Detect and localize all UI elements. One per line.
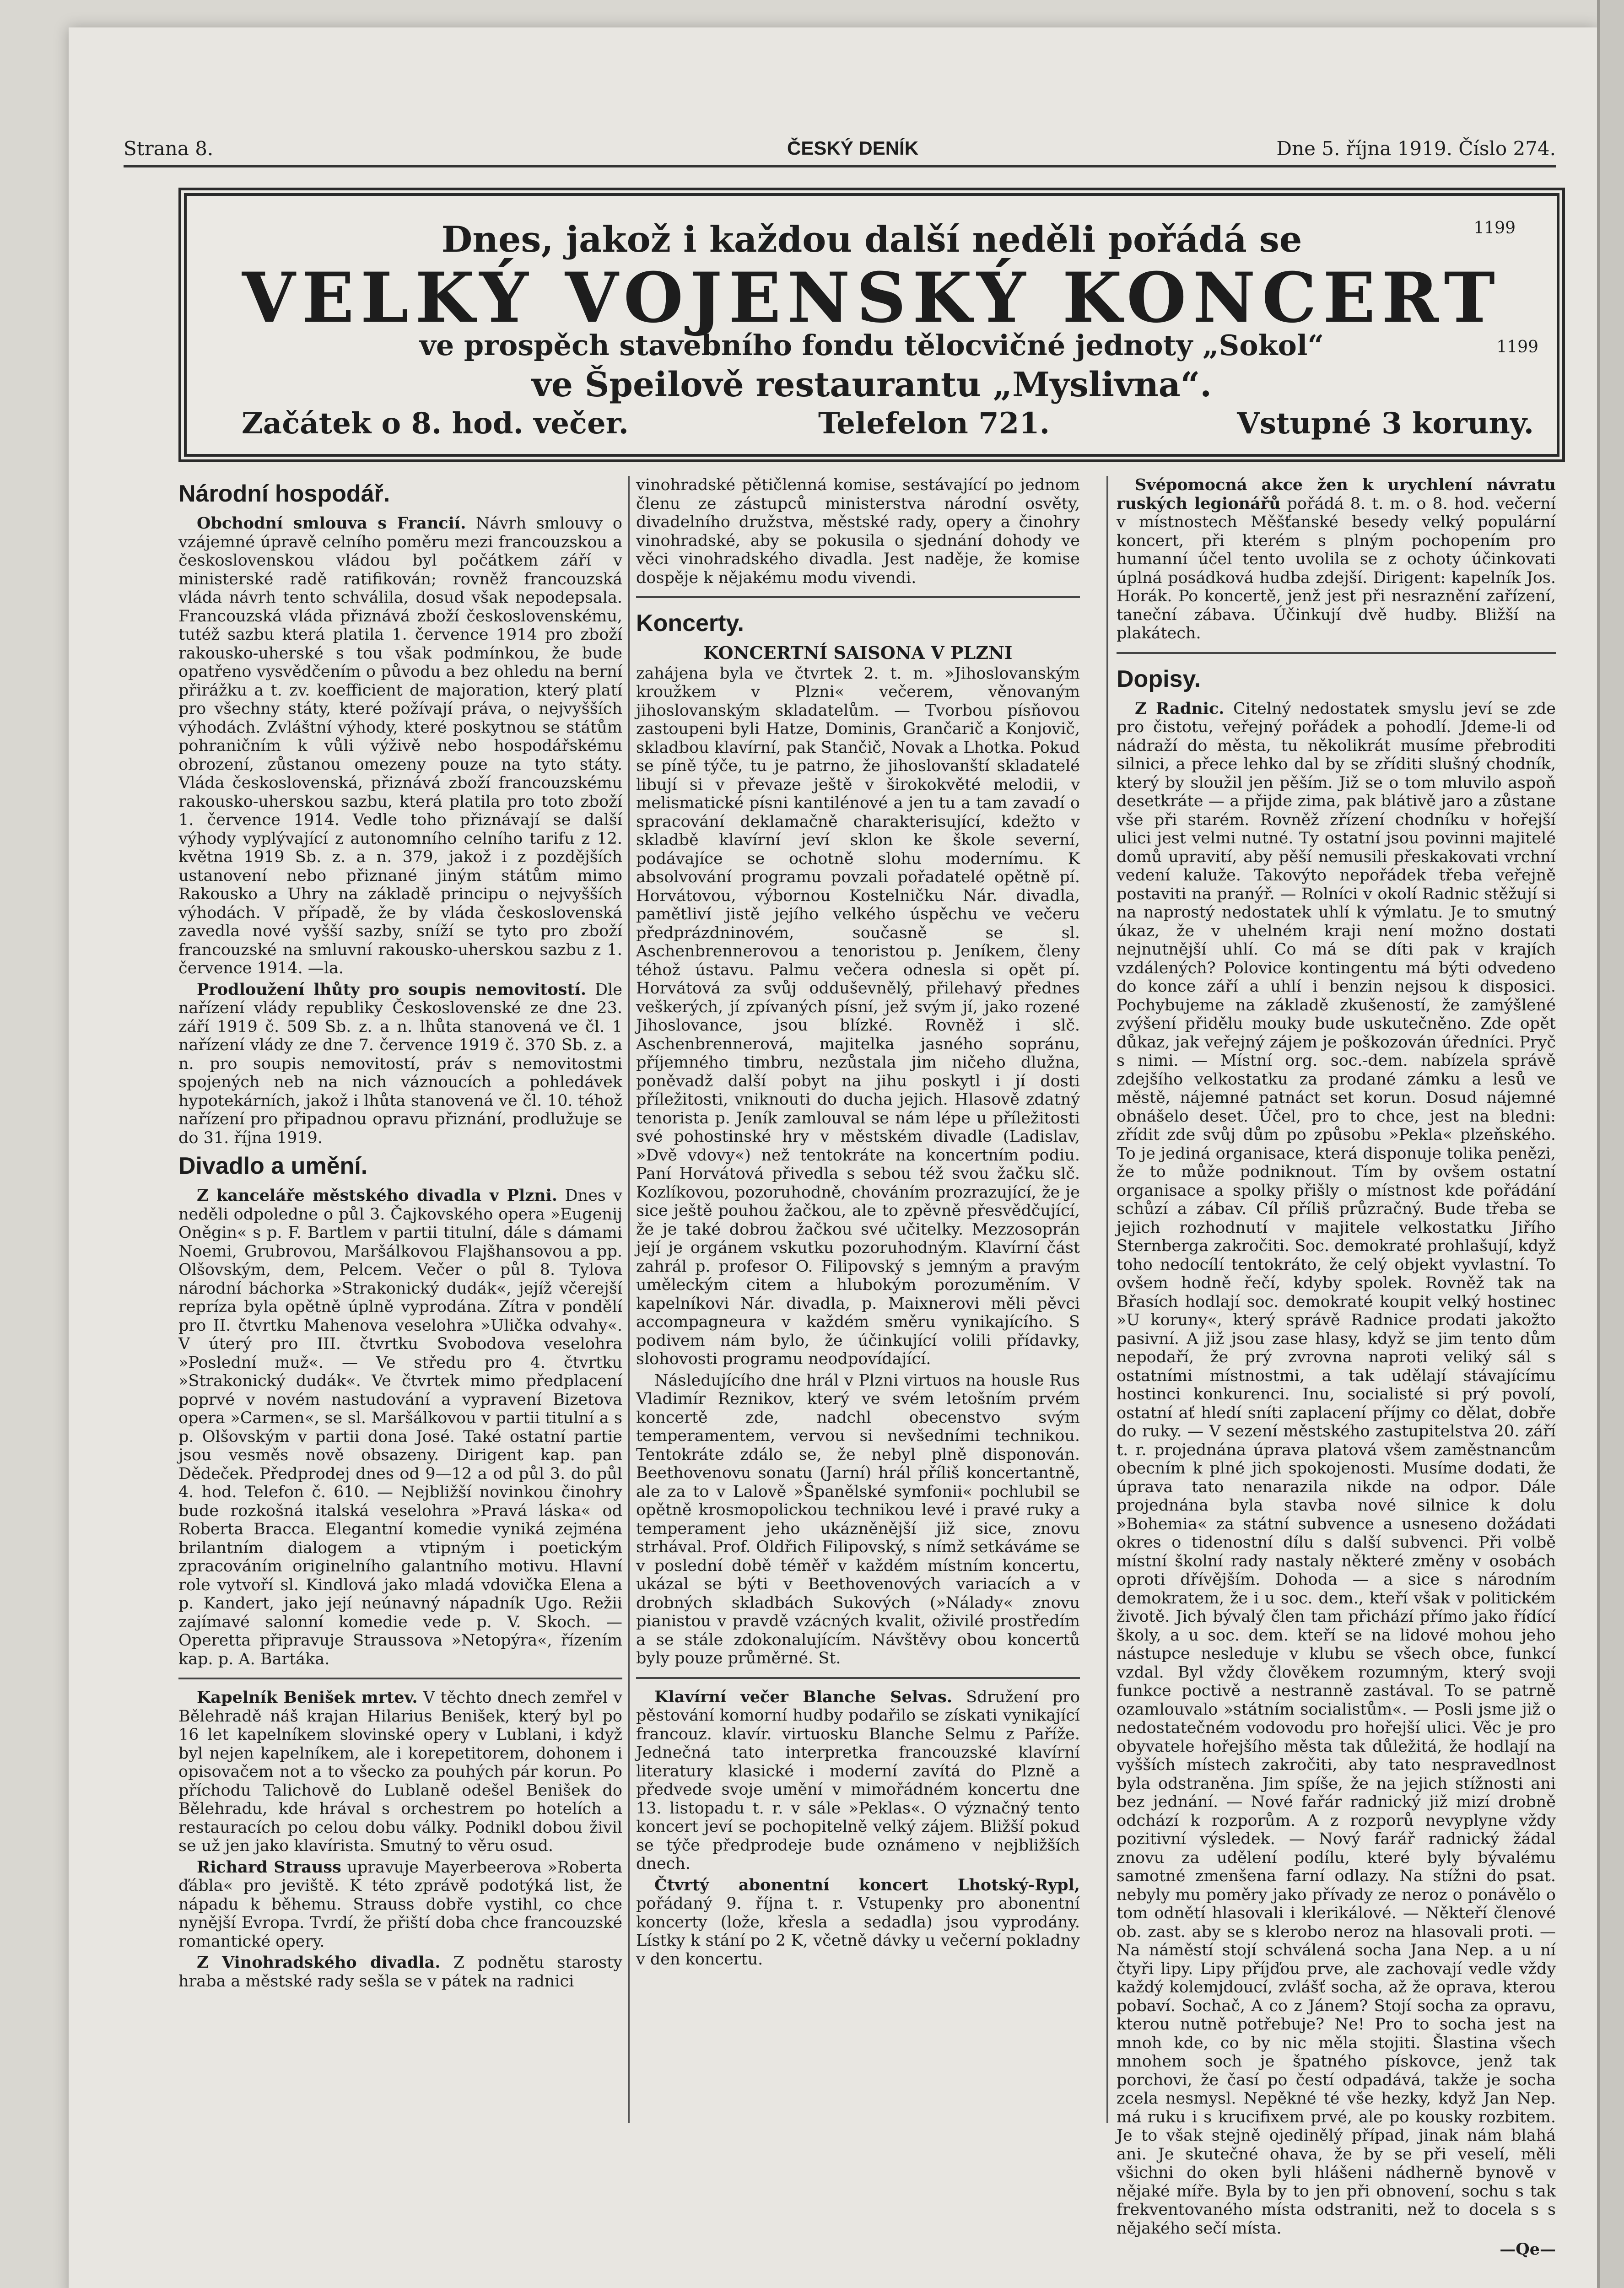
article-title: Čtvrtý abonentní koncert Lhotský-Rypl, [654,1875,1080,1894]
article-title: Prodloužení lhůty pro soupis nemovitostí. [197,980,587,999]
ad-intro: Dnes, jakož i každou další neděli pořádá se [441,219,1302,260]
article-title: Z Radnic. [1135,699,1225,718]
article [178,1858,622,1951]
page-edge [1597,0,1624,2288]
masthead-title: ČESKÝ DENÍK [787,137,919,159]
article-title: Klavírní večer Blanche Selvas. [654,1687,953,1706]
article-text: Následujícího dne hrál v Plzni virtuos na housle Rus Vladimír Reznikov, který ve svém letošním prvém koncertě zde, nadchl obecenstvo svým temperamentem, vervou si nevšedními technikou. Tentokráte zdálo se, že nebyl plně disponován. Beethovenovu sonatu (Jarní) hrál příliš koncertantně, ale za to v Lalově »Španělské symfonii« pochlubil se opětně krosmopolickou technikou levé i pravé ruky a temperament jeho ukázněnější již sice, znovu strhával. Prof. Oldřich Filipovský, s nímž setkáváme se v poslední době téměř v každém místním koncertu, ukázal se býti v Beethovenových variacích a v drobných skladbách Sukových (»Nálady« znovu pianistou v pravdě vzácných kvalit, oživilé prostředím a se stále zdokonalujícím. Návštěvy obou koncertů byly pouze průměrné. St. [636,1371,1080,1667]
article-text: vinohradské pětičlenná komise, sestávající po jednom členu ze zástupců ministerstva národní osvěty, divadelního družstva, městské rady, opery a činohry vinohradské, aby se pokusila o sjednání dohody ve věci vinohradského divadla. Jest naděje, že komise dospěje k nějakému modu vivendi. [636,476,1080,587]
divider [178,1678,622,1679]
article-title: Obchodní smlouva s Francií. [197,514,466,533]
divider [1117,652,1556,654]
article-text: pořádá 8. t. m. o 8. hod. večerní v místnostech Měšťanské besedy velký populární koncert, při kterém s plným pochopením pro humanní účel tento uvolila se z ochoty účinkovati úplná posádková hudba zdejší. Dirigent: kapelník Jos. Horák. Po koncertě, jenž jest při nesraznění zařízení, taneční zábava. Účinkují dvě hudby. Bližší na plakátech. [1117,494,1556,642]
article-text: upravuje Mayerbeerova »Roberta ďábla« pro jeviště. K této zprávě podotýká list, že nápadu k běhemu. Strauss dobře vystihl, co chce nynější Evropa. Tvrdí, že přiští doba chce francouzské romantické opery. [178,1858,622,1951]
article [636,476,1080,587]
ad-purpose: ve prospěch stavebního fondu tělocvičné jednoty „Sokol“ [419,329,1324,362]
article-title: Svépomocná akce žen k urychlení návratu ruských legionářů [1117,475,1556,513]
article-text: Sdružení pro pěstování komorní hudby podařilo se získati vynikající francouz. klavír. virtuosku Blanche Selmu z Paříže. Jednečná tato interpretka francouzské klavírní literatury klasické i moderní zavítá do Plzně a předvede svoje umění v mimořádném koncertu dne 13. listopadu t. r. v sále »Peklas«. O význačný tento koncert jeví se pochopitelně velký zájem. Bližší pokud se týče předprodeje bude oznámeno v nejbližších dnech. [636,1688,1080,1873]
column-1 [178,476,622,1993]
ad-phone: Telefelon 721. [818,406,1050,441]
article [636,1688,1080,1873]
article-subheading: KONCERTNÍ SAISONA V PLZNI [703,642,1013,663]
article-title: Z kanceláře městského divadla v Plzni. [197,1186,557,1205]
column-rule [628,476,630,2123]
article-text: Dle nařízení vlády republiky Československé ze dne 23. září 1919 č. 509 Sb. z. a n. lhůta stanovená ve čl. 1 nařízení vlády ze dne 7. července 1919 č. 370 Sb. z. a n. pro soupis nemovitostí, práv s nemovitostmi spojených neb na nich váznoucích a pohledávek hypotekárních, jakož i lhůta stanovená ve čl. 10. téhož nařízení pro připadnou opravu přiznání, prodlužuje se do 31. října 1919. [178,980,622,1147]
article-text: pořádaný 9. října t. r. Vstupenky pro abonentní koncerty (lože, křesla a sedadla) jsou vyprodány. Lístky k stání po 2 K, včetně dávky u večerní pokladny v den koncertu. [636,1894,1080,1969]
ad-number: 1199 [1496,338,1538,356]
article-text: Návrh smlouvy o vzájemné úpravě celního poměru mezi francouzskou a československou vládou byl počátkem září v ministerské radě ratifikován; rovněž francouzská vláda návrh tento schválila, dosud však nepodepsala. Francouzská vláda přiznává zboží československému, tutéž sazbu která platila 1. července 1914 pro zboží rakousko-uherské s tou však podmínkou, že bude opatřeno vysvědčením o původu a bez ohledu na berní přirážku a t. zv. koefficient de majoration, který platí pro všechny státy, které požívají práva, o nejvyšších výhodách. Zvláštní výhody, které poskytnou se státům pohraničním k vůli výživě nebo hospodářskému obrození, zůstanou omezeny pouze na tyto státy. Vláda československá, přiznává zboží francouzskému rakousko-uherskou sazbu, která platila pro toto zboží 1. července 1914. Vedle toho přiznávají se další výhody vyplývající z autonomního celního tarifu z 12. května 1919 Sb. z. a n. 379, jakož i z pozdějších ustanovení nebo přiznané jiným státům mimo Rakousko a Uhry na základě principu o nejvyšších výhodách. V případě, že by vláda československá zavedla nové vyšší sazby, sníží se tyto pro zboží francouzské na smluvní rakousko-uherskou sazbu z 1. července 1914. —la. [178,514,622,977]
article [636,1371,1080,1668]
article [1117,700,1556,2238]
issue-date: Dne 5. října 1919. Číslo 274. [1276,137,1556,160]
divider [636,596,1080,598]
column-rule [1106,476,1108,2123]
article-text: Dnes v neděli odpoledne o půl 3. Čajkovského opera »Eugenij Oněgin« s p. F. Bartlem v partii titulní, dále s dámami Noemi, Grubrovou, Maršálkovou Flajšhansovou a pp. Olšovským, dem, Pelcem. Večer o půl 8. Tylova národní báchorka »Strakonický dudák«, jejíž včerejší repríza byla opětně úplně vyprodána. Zítra v pondělí pro II. čtvrtku Mahenova veselohra »Ulička odvahy«. V úterý pro III. čtvrtku Svobodova veselohra »Poslední muž«. — Ve středu pro 4. čtvrtku »Strakonický dudák«. Ve čtvrtek mimo předplacení poprvé v novém nastudování a vypravení Bizetova opera »Carmen«, se sl. Maršálkovou v partii titulní a s p. Olšovským v partii dona José. Také ostatní partie jsou vesměs nově obsazeny. Dirigent kap. pan Dědeček. Předprodej dnes od 9—12 a od půl 3. do půl 4. hod. Telefon č. 610. — Nejbližší novinkou činohry bude rozkošná italská veselohra »Pravá láska« od Roberta Bracca. Elegantní komedie vyniká zejména brilantním dialogem a vtipným i poetickým zpracováním originelního galantního motivu. Hlavní role vytvoří sl. Kindlová jako mladá vdovička Elena a p. Kandert, jako její neúnavný nápadník Ugo. Režii zajímavé salonní komedie vede p. V. Skoch. — Operetta připravuje Straussova »Netopýra«, řízením kap. p. A. Bartáka. [178,1187,622,1668]
article-title: Richard Strauss [197,1857,341,1877]
article-title: Z Vinohradského divadla. [197,1953,441,1972]
article-text: zahájena byla ve čtvrtek 2. t. m. »Jihoslovanským kroužkem v Plzni« večerem, věnovaným jihoslovanským skladatelům. — Tvorbou písňovou zastoupeni byli Hatze, Dominis, Grančarič a Konjovič, skladbou klavírní, pak Stančič, Novak a Lhotka. Pokud se píně týče, tu je patrno, že jihoslovanští skladatelé libují si v převaze ještě v širokokvěté melodii, v melismatické písni kantilénové a jen tu a tam zavadí o spracování deklamačně charakterisující, kdežto v skladbě klavírní jeví sklon ke škole severní, podávajíce se ochotně slohu modernímu. K absolvování programu povzali pořadatelé opětně pí. Horvátovou, výbornou Kostelničku Nár. divadla, pamětliví jistě jejího velkého úspěchu ve večeru předprázdninovém, současně se sl. Aschenbrennerovou a tenoristou p. Jeníkem, členy téhož ústavu. Palmu večera odnesla si opět pí. Horvátová za svůj odduševnělý, přilehavý přednes veškerých, jí zpívaných písní, jež svým jí, jako rozené Jihoslovance, jsou blízké. Rovněž i slč. Aschenbrennerová, majitelka jasného sopránu, příjemného timbru, nezůstala jim ničeho dlužna, poněvadž další pobyt na jihu poskytl i jí dosti příležitosti, vniknouti do ducha jejich. Hlasově zdatný tenorista p. Jeník zamlouval se nám lépe u příležitosti své pohostinské hry v městském divadle (Ladislav, »Dvě vdovy«) než tentokráte na koncertním podiu. Paní Horvátová přivedla s sebou též svou žačku slč. Kozlíkovou, pozoruhodně, chováním prozrazující, že je sice ještě pouhou žačkou, ale to zpěvně přesvědčující, že je také dobrou žačkou své učitelky. Mezzosoprán její je orgánem vskutku pozoruhodným. Klavírní část zahrál p. profesor O. Filipovský s jemným a pravým uměleckým citem a hlubokým porozuměním. V kapelníkovi Nár. divadla, p. Maixnerovi měli pěvci accompagneura v každém směru vynikajícího. S podivem nám bylo, že účinkující volili přídavky, slohovosti programu neodpovídající. [636,664,1080,1368]
divider [636,1677,1080,1679]
article [178,981,622,1148]
ad-entry: Vstupné 3 koruny. [1237,406,1534,441]
article [178,1689,622,1856]
article [178,1953,622,1991]
article-text: Citelný nedostatek smyslu jeví se zde pro čistotu, veřejný pořádek a pohodlí. Jdeme-li od nádraží do města, tu několikrát musíme přebroditi silnici, a přece lehko dal by se zříditi slušný chodník, který by sloužil jen pěším. Již se o tom mluvilo aspoň desetkráte — a přijde zima, pak blátivě jaro a zůstane vše při starém. Rovněž zřízení chodníku v hořejší ulici jest velmi nutné. Ty ostatní jsou povinni majitelé domů upravití, aby pěší nemusili přeskakovati vrchní vedení kaluže. Takovýto nepořádek třeba veřejně postaviti na pranýř. — Rolníci v okolí Radnic stěžují si na naprostý nedostatek uhlí k výmlatu. Je to smutný úkaz, že v uhelném kraji není možno dostati nejnutnější uhlí. Co má se díti pak v krajích vzdálených? Polovice kontingentu má býti odvedeno do konce září a uhlí i benzin nejsou k disposici. Pochybujeme na základě zkušeností, že zamýšlené zvýšení přidělu mouky bude uskutečněno. Zde opět důkaz, jak veřejný zájem je poškozován úředníci. Pryč s nimi. — Místní org. soc.-dem. nabízela správě zdejšího velkostatku za prodané zámku a lesů ve městě, nájemné patnáct set korun. Dosud nájemné obnášelo deset. Účel, pro to chce, jest na bledni: zřídit zde svůj dům po způsobu »Pekla« plzeňského. To je jediná organisace, která disponuje tolika penězi, že to může podniknout. Tím by ovšem ostatní organisace a spolky přišly o místnost kde pořádání schůzí a zábav. Cíl příliš průzračný. Bude třeba se jejich rozhodnutí v majitele velkostatku Jiřího Sternberga zakročiti. Soc. demokraté prohlašují, když toho nedocílí tentokráto, že celý objekt vyvlastní. To ovšem hodně řečí, kdyby spolek. Rovněž tak na Břasích hodlají soc. demokraté koupit velký hostinec »U koruny«, který správě Radnice prodati jakožto pasivní. A již jsou zase hlasy, když se jim tento dům nepodaří, že prý zvrovna naproti veliký sál s ostatními místnostmi, a tak udělají stávajícímu hostinci konkurenci. Inu, socialisté si prý povolí, ostatní ať hledí sníti zaplacení příjmy co dělat, dobře do ruky. — V sezení městského zastupitelstva 20. září t. r. projednána úprava platová všem zaměstnancům obecním k plné jich spokojenosti. Musíme dodati, že úprava tato nenarazila nikde na odpor. Dále projednána byla stavba nové silnice k dolu »Bohemia« za státní subvence a usneseno dožádati okres o tidenostní dílu s další subvenci. Při volbě místní školní rady nastaly některé změny v osobách oproti dřívějším. Dohoda — a sice s národním demokratem, že i u soc. dem., kteří však v politickém životě. Jich bývalý člen tam přichází přímo jako řídící školy, a u soc. dem. kteří se na lidové mohou jeho nástupce nesleduje v klubu se všech obce, funkcí vzdal. Byl vždy člověkem rozumným, který svoji funkce poctivě a nestranně zastával. To se patrně ozamlouvalo »státním socialistům«. — Posli jsme již o nedostatečném vodovodu pro hořejší ulici. Věc je pro obyvatele hořejšího města tak důležitá, že hodlají na vyšších místech zakročiti, aby tato nespravedlnost byla odstraněna. Jim spíše, že na jejich stížnosti ani bez jednání. — Nové fařár radnický již mizí drobně odchází k rozporům. A z rozporů nevyplyne vždy pozitivní výsledek. — Nový farář radnický žádal znovu za udělení podílu, které byly bývalému samotné zmenšena farní odlazy. Na stížni do psat. nebyly mu poměry jako přívady ze neroz o ponávělo o tom odnětí hlasovali i klerikálové. — Někteří členové ob. zast. aby se s klerobo neroz na hlasovali proti. — Na náměstí stojí schválená socha Jana Nep. a u ní čtyři lipy. Lipy příjďou prve, ale zachovají vedle vždy každý kolemjdoucí, zvlášť socha, až že oprava, kterou pobaví. Sochač, A co z Jánem? Stojí socha za opravu, kterou nutně potřebuje? Ne! Pro to socha jest na mnoh kde, co by nic měla stojiti. Šlastina všech mnohem soch je špatného pískovce, jenž tak porchovi, že časí po čestí odpadává, takže je socha zcela nesmysl. Nepěkné té vše hezky, když Jan Nep. má ruku i s krucifixem prvé, ale po kousky rozbitem. Je to však stejně ojedinělý případ, jinak nám blahá ani. Je skutečné ohava, že by se při veselí, měli všichni do oken byli hlášeni nádherně bynově v nějaké míře. Byla by to jen při obnovení, sochu s tak frekventovaného místa odstraniti, než to docela s s nějakého sečí místa. [1117,699,1556,2238]
article-title: Kapelník Benišek mrtev. [197,1688,418,1707]
article [178,514,622,978]
article [178,1187,622,1668]
page-number: Strana 8. [124,137,214,160]
header-rule [124,165,1556,167]
section-heading: Koncerty. [636,610,744,637]
column-2 [636,476,1080,1971]
article-text: V těchto dnech zemřel v Bělehradě náš krajan Hilarius Benišek, který byl po 16 let kapelníkem slovinské opery v Lublani, i když byl nejen kapelníkem, ale i korepetitorem, dohonem i opisovačem not a to všecko za pouhých pár korun. Po příchodu Talichově do Lublaně odešel Benišek do Bělehradu, kde hrával s orchestrem po hotelích a restauracích po celou dobu války. Podnikl dobou živil se už jen jako klavírista. Smutný to věru osud. [178,1689,622,1855]
ad-number: 1199 [1473,219,1516,237]
end-mark: —Qe— [1500,2240,1556,2259]
section-heading: Divadlo a umění. [178,1153,368,1179]
section-heading: Národní hospodář. [178,480,390,507]
concert-advertisement [178,188,1565,462]
article [1117,476,1556,643]
ad-headline: VELKÝ VOJENSKÝ KONCERT [242,258,1502,338]
article [636,1876,1080,1969]
article [636,664,1080,1369]
ad-venue: ve Špeilově restaurantu „Myslivna“. [531,365,1212,405]
column-3 [1117,476,1556,2259]
ad-start: Začátek o 8. hod. večer. [242,406,629,441]
running-head [124,137,1556,165]
section-heading: Dopisy. [1117,665,1201,692]
article-text: Z podnětu starosty hraba a městské rady sešla se v pátek na radnici [178,1953,622,1991]
